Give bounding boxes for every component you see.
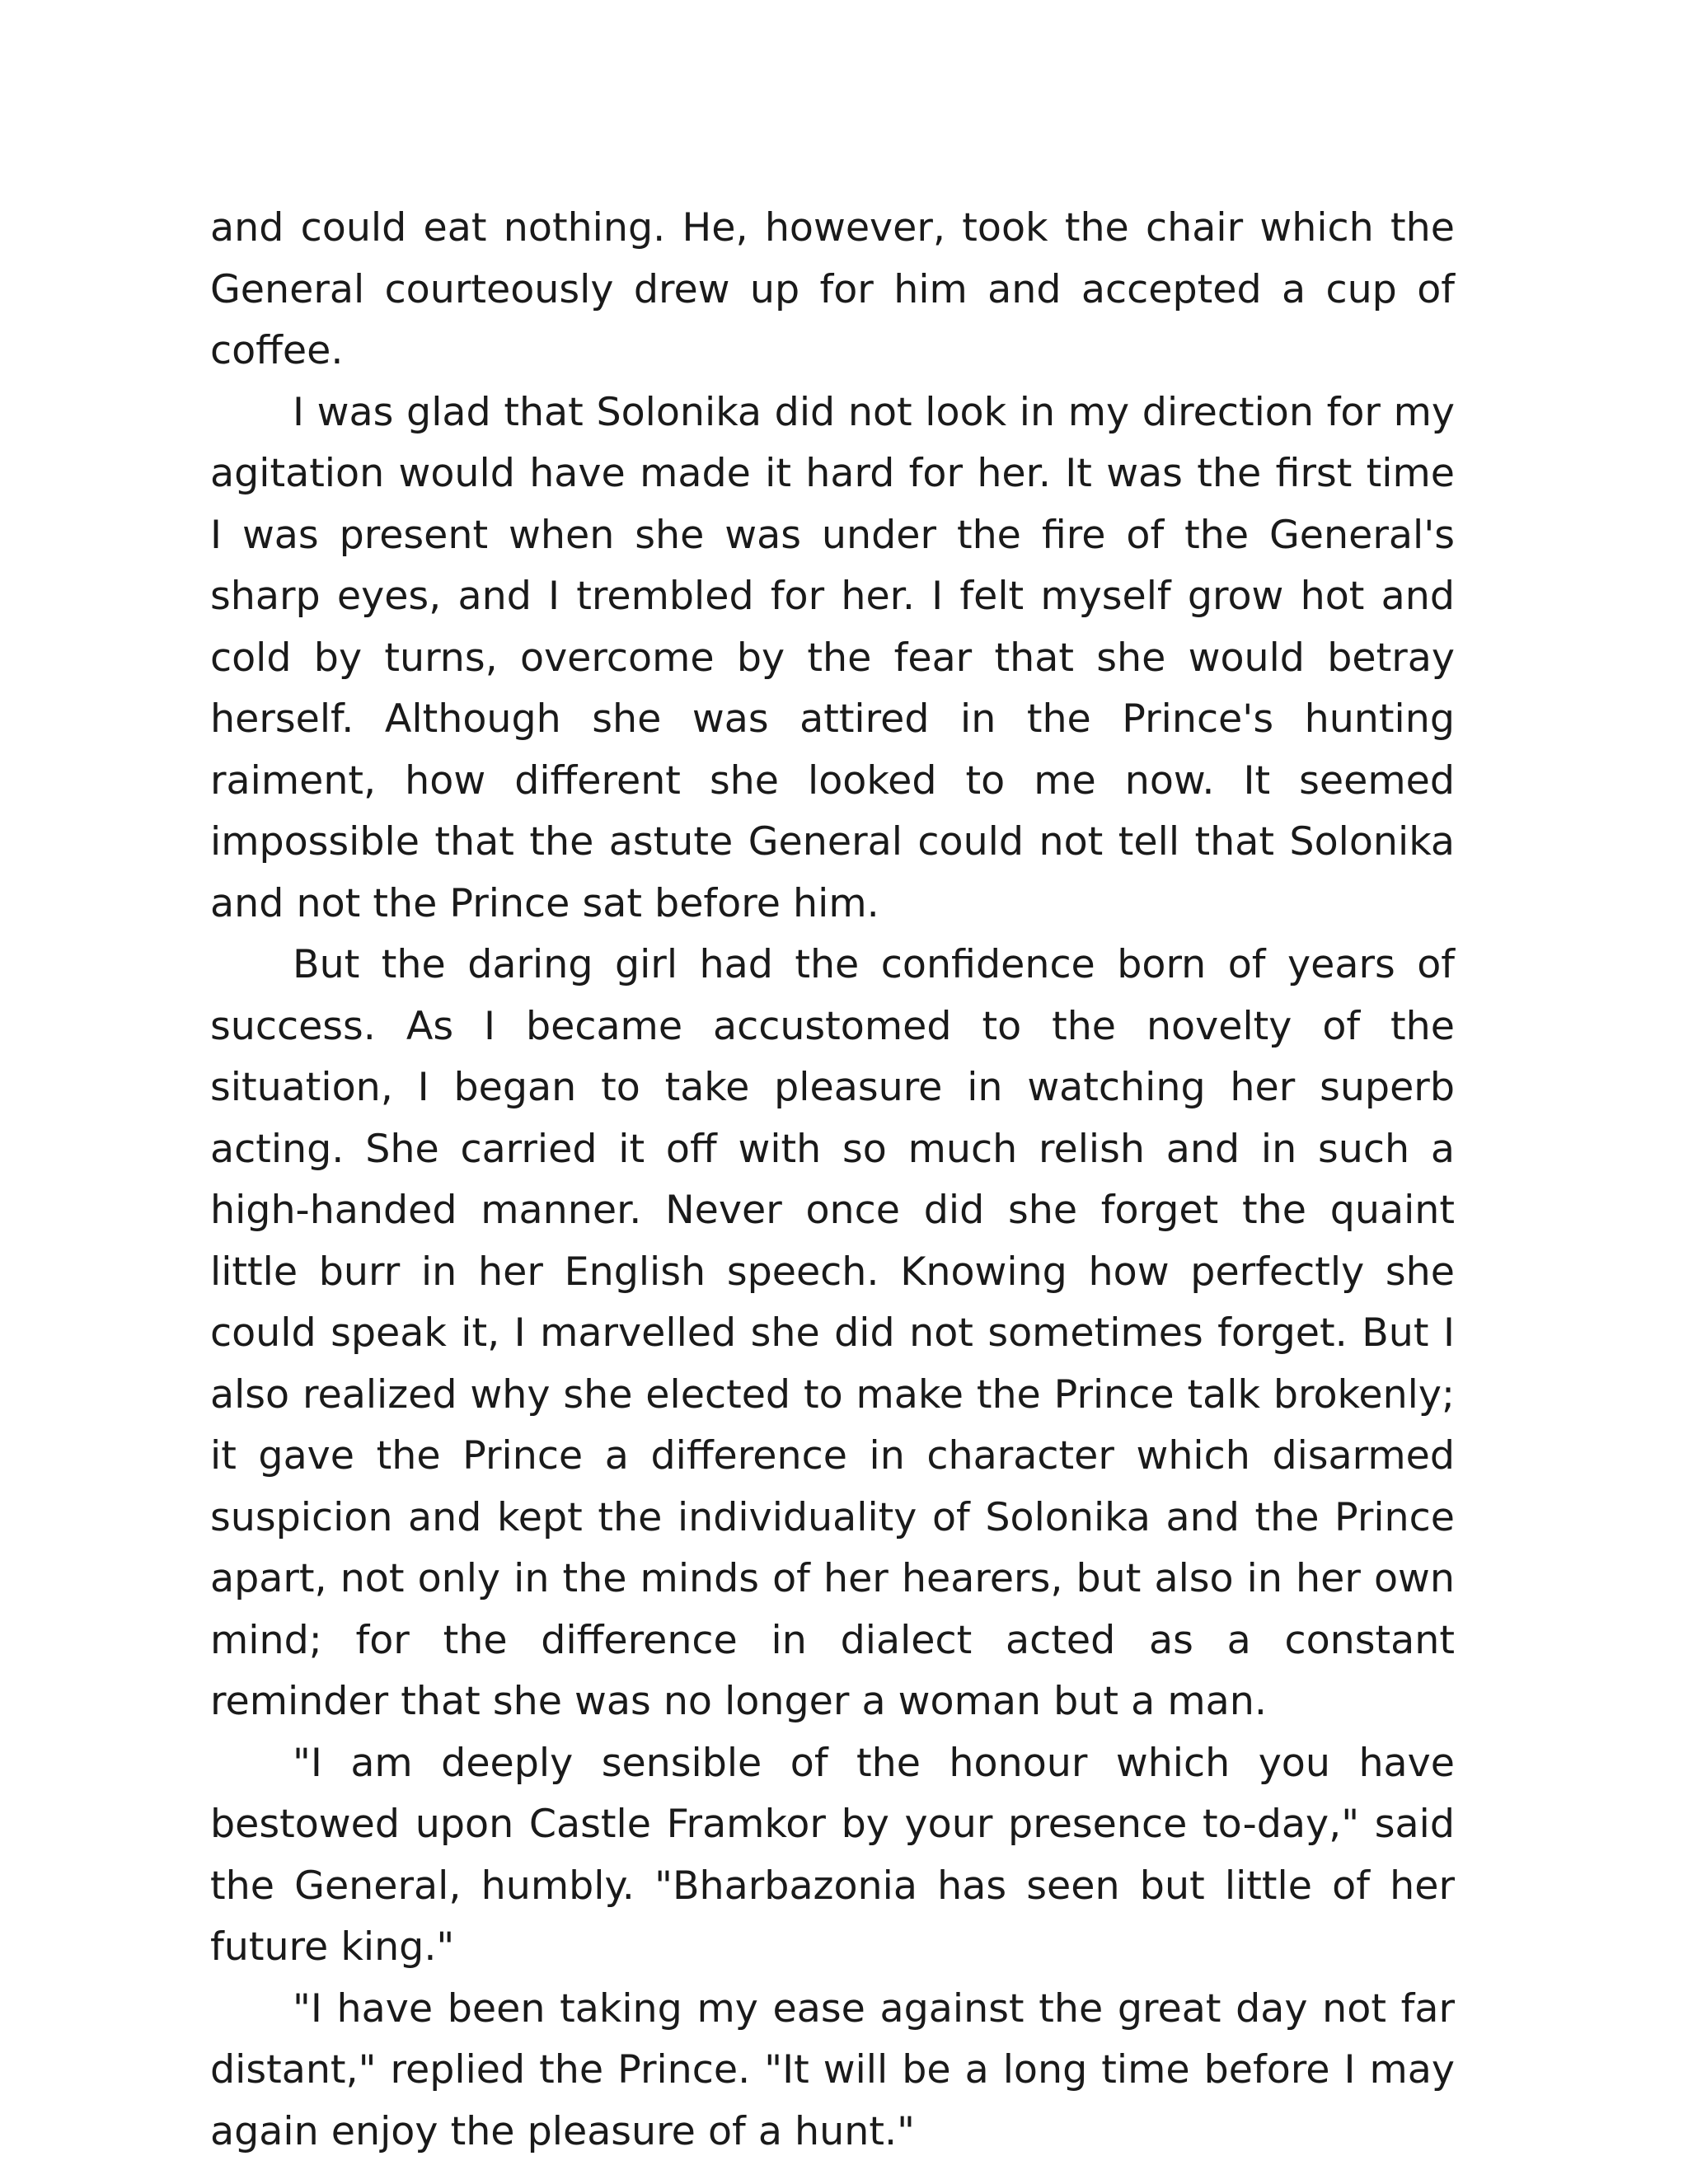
paragraph: and could eat nothing. He, however, took the chair which the General courteously drew up for him and accepted a cup of coffee. [210,205,1455,373]
paragraph: "I am deeply sensible of the honour which you have bestowed upon Castle Framkor by your presence to-day," said the General, humbly. "Bharbazonia has seen but little of her future king." [210,1740,1455,1970]
paragraph: But the daring girl had the confidence born of years of success. As I became accustomed to the novelty of the situation, I began to take pleasure in watching her superb acting. She carried it off with so much relish and in such a high-handed manner. Never once did she forget the quaint little burr in her English speech. Knowing how perfectly she could speak it, I marvelled she did not sometimes forget. But I also realized why she elected to make the Prince talk brokenly; it gave the Prince a difference in character which disarmed suspicion and kept the individuality of Solonika and the Prince apart, not only in the minds of her hearers, but also in her own mind; for the difference in dialect acted as a constant reminder that she was no longer a woman but a man. [210,942,1455,1724]
paragraph: "I have been taking my ease against the great day not far distant," replied the Prince. "It will be a long time before I may again enjoy the pleasure of a hunt." [210,1985,1455,2154]
paragraph: I was glad that Solonika did not look in my direction for my agitation would have made it hard for her. It was the first time I was present when she was under the fire of the General's sharp eyes, and I trembled for her. I felt myself grow hot and cold by turns, overcome by the fear that she would betray herself. Although she was attired in the Prince's hunting raiment, how different she looked to me now. It seemed impossible that the astute General could not tell that Solonika and not the Prince sat before him. [210,389,1455,926]
page-body-text [210,198,1455,2163]
